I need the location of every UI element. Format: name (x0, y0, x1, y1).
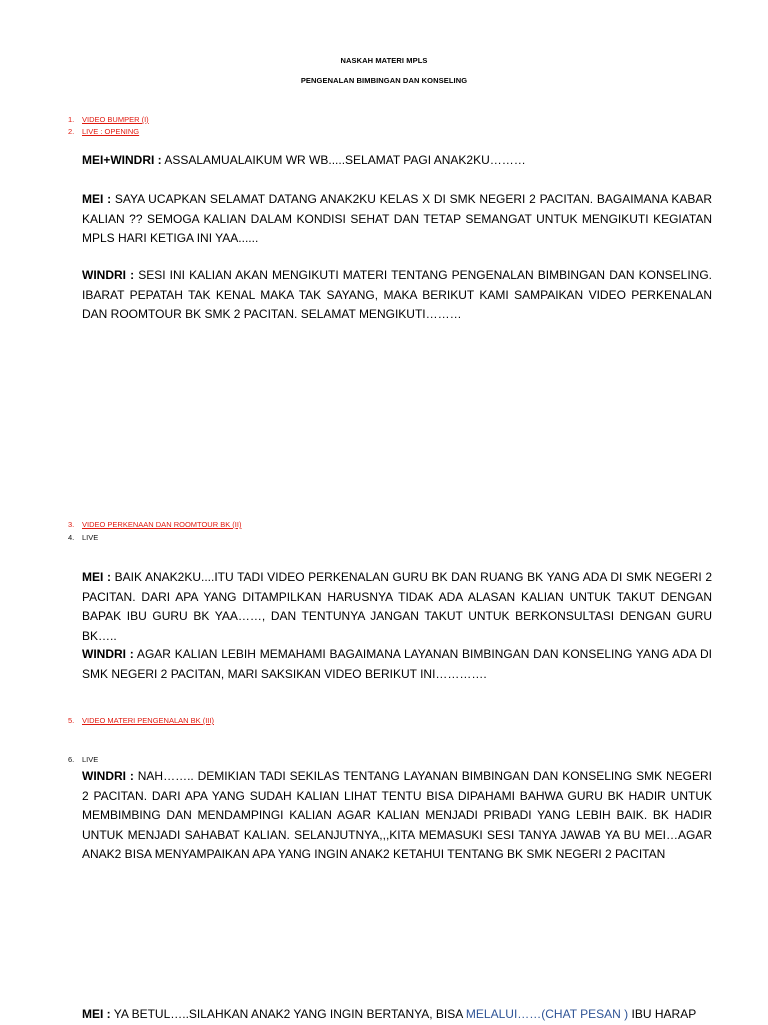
cue-number: 6. (68, 755, 75, 764)
cue-item (68, 716, 214, 726)
dialogue-text: AGAR KALIAN LEBIH MEMAHAMI BAGAIMANA LAYANAN BIMBINGAN DAN KONSELING YANG ADA DI SMK NEGERI 2 PACITAN, MARI SAKSIKAN VIDEO BERIKUT INI…………. (82, 647, 712, 681)
cue-number: 5. (68, 716, 75, 725)
cue-number: 2. (68, 127, 75, 136)
speaker-label: MEI : (82, 570, 111, 584)
dialogue-text: BAIK ANAK2KU....ITU TADI VIDEO PERKENALAN GURU BK DAN RUANG BK YANG ADA DI SMK NEGERI 2 PACITAN. DARI APA YANG DITAMPILKAN HARUSNYA TIDAK ADA ALASAN KALIAN UNTUK TAKUT DENGAN BAPAK IBU GURU BK YAA……, DAN TENTUNYA JANGAN TAKUT UNTUK BERKONSULTASI DENGAN GURU BK….. (82, 570, 712, 643)
speaker-label: WINDRI : (82, 769, 134, 783)
cue-text: VIDEO PERKENAAN DAN ROOMTOUR BK (II) (82, 520, 242, 529)
cue-text: LIVE (82, 533, 99, 542)
cue-number: 3. (68, 520, 75, 529)
cue-number: 4. (68, 533, 75, 542)
speaker-label: WINDRI : (82, 268, 135, 282)
cue-item (68, 115, 149, 125)
speaker-label: MEI : (82, 192, 112, 206)
cue-item (68, 755, 98, 765)
dialogue-line (82, 266, 712, 325)
dialogue-text-after: IBU HARAP (628, 1007, 697, 1021)
dialogue-line (82, 190, 712, 249)
dialogue-line (82, 767, 712, 865)
cue-text: VIDEO BUMPER (I) (82, 115, 149, 124)
cue-text: LIVE (82, 755, 99, 764)
dialogue-text: ASSALAMUALAIKUM WR WB.....SELAMAT PAGI ANAK2KU……… (161, 153, 526, 167)
speaker-label: MEI+WINDRI : (82, 153, 162, 167)
dialogue-text: SESI INI KALIAN AKAN MENGIKUTI MATERI TENTANG PENGENALAN BIMBINGAN DAN KONSELING. IBARAT PEPATAH TAK KENAL MAKA TAK SAYANG, MAKA BERIKUT KAMI SAMPAIKAN VIDEO PERKENALAN DAN ROOMTOUR BK SMK 2 PACITAN. SELAMAT MENGIKUTI……… (82, 268, 712, 321)
dialogue-line (82, 645, 712, 684)
highlighted-text: MELALUI……(CHAT PESAN ) (465, 1007, 629, 1021)
dialogue-line (82, 568, 712, 646)
cue-number: 1. (68, 115, 75, 124)
dialogue-text: NAH…….. DEMIKIAN TADI SEKILAS TENTANG LAYANAN BIMBINGAN DAN KONSELING SMK NEGERI 2 PACITAN. DARI APA YANG SUDAH KALIAN LIHAT TENTU BISA DIPAHAMI BAHWA GURU BK HADIR UNTUK MEMBIMBING DAN MENDAMPINGI KALIAN AGAR KALIAN MENJADI PRIBADI YANG LEBIH BAIK. BK HADIR UNTUK MENJADI SAHABAT KALIAN. SELANJUTNYA,,,KITA MEMASUKI SESI TANYA JAWAB YA BU MEI…AGAR ANAK2 BISA MENYAMPAIKAN APA YANG INGIN ANAK2 KETAHUI TENTANG BK SMK NEGERI 2 PACITAN (82, 769, 712, 861)
document-subtitle: PENGENALAN BIMBINGAN DAN KONSELING (300, 76, 468, 85)
dialogue-line (82, 1005, 712, 1025)
cue-item (68, 127, 139, 137)
speaker-label: MEI : (82, 1007, 111, 1021)
dialogue-text: SAYA UCAPKAN SELAMAT DATANG ANAK2KU KELAS X DI SMK NEGERI 2 PACITAN. BAGAIMANA KABAR KALIAN ?? SEMOGA KALIAN DALAM KONDISI SEHAT DAN TETAP SEMANGAT UNTUK MENGIKUTI KEGIATAN MPLS HARI KETIGA INI YAA...... (82, 192, 713, 245)
dialogue-line (82, 151, 712, 171)
dialogue-text: YA BETUL…..SILAHKAN ANAK2 YANG INGIN BERTANYA, BISA (110, 1007, 466, 1021)
cue-text: VIDEO MATERI PENGENALAN BK (III) (82, 716, 214, 725)
cue-text: LIVE : OPENING (82, 127, 140, 136)
document-title: NASKAH MATERI MPLS (340, 56, 428, 65)
speaker-label: WINDRI : (82, 647, 134, 661)
cue-item (68, 520, 241, 530)
cue-item (68, 533, 98, 543)
